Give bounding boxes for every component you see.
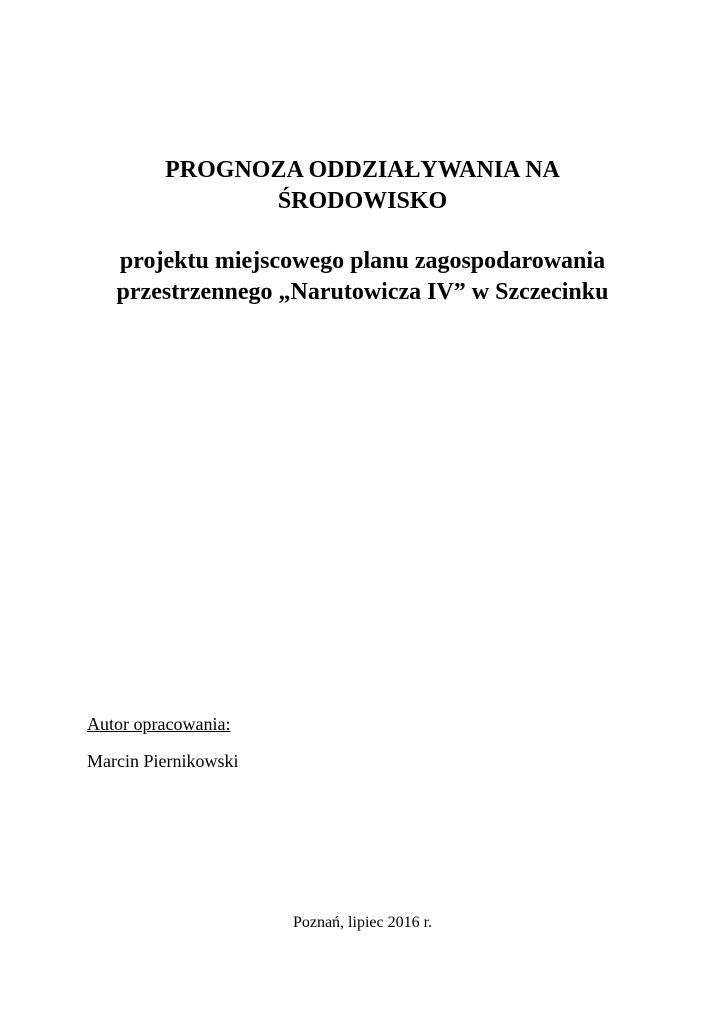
author-name: Marcin Piernikowski xyxy=(87,751,239,771)
document-title-line-2: ŚRODOWISKO xyxy=(277,188,448,214)
document-title xyxy=(0,155,725,217)
author-label: Autor opracowania: xyxy=(87,714,231,734)
place-and-date: Poznań, lipiec 2016 r. xyxy=(292,914,433,931)
document-title-line-1: PROGNOZA ODDZIAŁYWANIA NA xyxy=(165,157,560,183)
document-subtitle xyxy=(0,246,725,308)
document-subtitle-line-2: przestrzennego „Narutowicza IV” w Szczecinku xyxy=(116,279,609,305)
document-subtitle-line-1: projektu miejscowego planu zagospodarowania xyxy=(119,248,606,274)
